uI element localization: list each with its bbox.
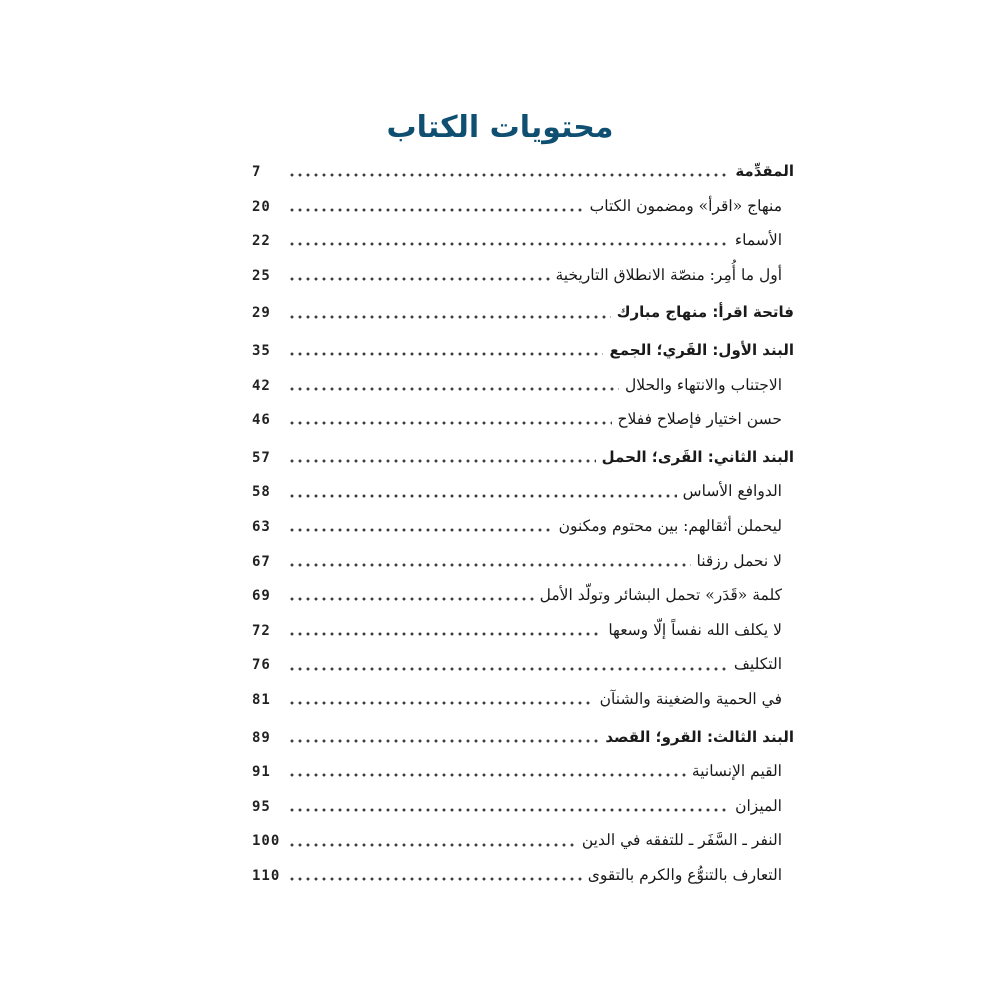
dot-leader [288,525,553,535]
toc-entry-title: المقدِّمة [735,162,794,180]
toc-entry-title: منهاج «اقرأ» ومضمون الكتاب [589,196,782,215]
toc-page-number: 25 [252,267,271,284]
toc-entry[interactable] [252,189,794,224]
toc-page-number: 100 [252,833,281,850]
toc-entry-title: كلمة «قَدَر» تحمل البشائر وتولّد الأمل [539,586,782,605]
toc-entry[interactable] [252,789,794,824]
toc-entry[interactable] [252,295,794,330]
dot-leader [288,840,576,850]
toc-entry-title: لا يكلف الله نفساً إلّا وسعها [608,620,782,639]
dot-leader [288,205,584,215]
toc-page-number: 29 [252,305,271,322]
toc-entry-title: البند الثالث: القرو؛ القصد [605,727,794,746]
toc-entry-title: الميزان [735,796,782,815]
dot-leader [288,664,728,674]
toc-entry-title: في الحمية والضغينة والشنآن [599,689,782,708]
toc-entry[interactable] [252,402,794,437]
dot-leader [288,560,691,570]
toc-entry-title: الدوافع الأساس [682,482,782,501]
dot-leader [288,874,582,884]
dot-leader [288,770,686,780]
dot-leader [288,491,677,501]
toc-page-number: 42 [252,377,271,394]
toc-page-number: 69 [252,588,271,605]
page-title: محتويات الكتاب [386,110,614,146]
dot-leader [288,349,603,359]
toc-entry-title: البند الأول: القَري؛ الجمع [609,340,794,359]
toc-entry-title: التكليف [733,655,782,674]
toc-entry-title: القيم الإنسانية [691,762,782,781]
toc-page-number: 72 [252,622,271,639]
dot-leader [288,274,550,284]
dot-leader [288,805,729,815]
toc-entry-title: الأسماء [734,231,782,250]
toc-entry[interactable] [252,368,794,403]
toc-page-number: 57 [252,449,271,466]
toc-page-number: 76 [252,657,271,674]
toc-entry[interactable] [252,823,794,858]
toc-entry[interactable] [252,858,794,893]
toc-entry-title: الاجتناب والانتهاء والحلال [624,375,782,394]
toc-entry[interactable] [252,578,794,613]
toc-entry[interactable] [252,647,794,682]
toc-entry[interactable] [252,258,794,293]
toc-page-number: 95 [252,798,271,815]
toc-page-number: 20 [252,198,271,215]
toc-entry[interactable] [252,682,794,717]
toc-entry[interactable] [252,544,794,579]
toc-entry[interactable] [252,333,794,368]
toc-entry[interactable] [252,154,794,189]
dot-leader [288,594,534,604]
toc-page-number: 63 [252,518,271,535]
toc-entry[interactable] [252,720,794,755]
toc-entry[interactable] [252,613,794,648]
toc-page-number: 67 [252,553,271,570]
toc-entry[interactable] [252,474,794,509]
table-of-contents [252,154,794,892]
dot-leader [288,312,611,322]
toc-page-number: 91 [252,764,271,781]
toc-page-number: 81 [252,691,271,708]
toc-page-number: 7 [252,164,262,180]
toc-page-number: 46 [252,412,271,429]
toc-page-number: 89 [252,729,271,746]
toc-page-number: 22 [252,233,271,250]
toc-page-number: 58 [252,484,271,501]
dot-leader [288,418,612,428]
toc-page-number: 110 [252,867,281,884]
toc-entry[interactable] [252,223,794,258]
dot-leader [288,698,594,708]
toc-entry-title: ليحملن أثقالهم: بين محتوم ومكنون [558,516,782,535]
toc-page-number: 35 [252,342,271,359]
toc-entry-title: النفر ـ السَّفَر ـ للتفقه في الدين [581,831,782,850]
toc-entry[interactable] [252,440,794,475]
dot-leader [288,456,596,466]
toc-entry-title: التعارف بالتنوُّع والكرم بالتقوى [587,865,782,884]
toc-entry[interactable] [252,509,794,544]
toc-entry-title: لا نحمل رزقنا [696,551,782,570]
dot-leader [288,170,729,180]
dot-leader [288,629,602,639]
toc-entry-title: حسن اختيار فإصلاح ففلاح [617,410,782,429]
toc-entry-title: أول ما أُمِر: منصّة الانطلاق التاريخية [555,265,782,284]
toc-entry-title: فاتحة اقرأ: منهاج مبارك [616,303,794,322]
dot-leader [288,736,599,746]
toc-entry[interactable] [252,754,794,789]
toc-entry-title: البند الثاني: القَرى؛ الحمل [601,447,794,466]
dot-leader [288,239,729,249]
dot-leader [288,384,619,394]
